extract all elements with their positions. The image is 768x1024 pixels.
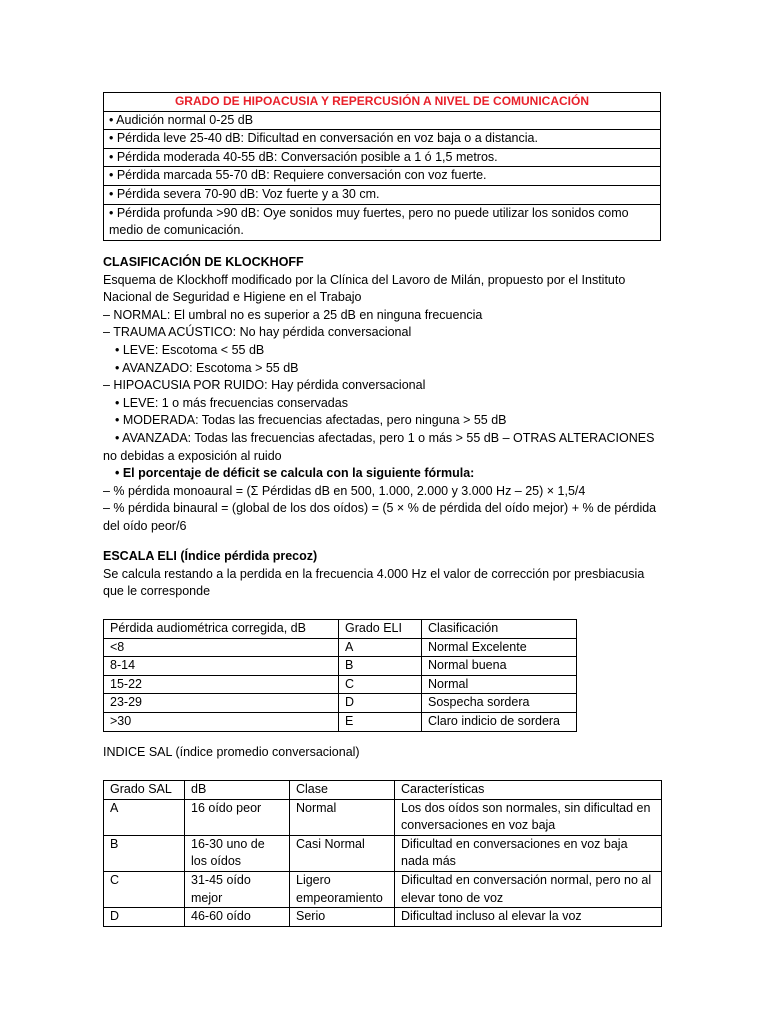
table-row — [104, 835, 662, 871]
table-cell: D — [104, 908, 185, 927]
klockhoff-trauma-avanzado: • AVANZADO: Escotoma > 55 dB — [115, 360, 299, 375]
table-row — [104, 871, 662, 907]
klockhoff-section — [103, 254, 663, 536]
table-cell: 16-30 uno de los oídos — [185, 835, 290, 871]
table-cell: 46-60 oído — [185, 908, 290, 927]
table-cell: Sospecha sordera — [422, 694, 577, 713]
table-header-row — [104, 620, 577, 639]
table-cell: Normal buena — [422, 657, 577, 676]
table-cell: A — [104, 799, 185, 835]
table-cell: 23-29 — [104, 694, 339, 713]
table-header-cell: Grado SAL — [104, 781, 185, 800]
table-cell: B — [339, 657, 422, 676]
klockhoff-trauma-leve: • LEVE: Escotoma < 55 dB — [115, 342, 265, 357]
klockhoff-formula-binaural: – % pérdida binaural = (global de los dos oídos) = (5 × % de pérdida del oído mejor) + % de pérdida del oído peor/6 — [103, 501, 657, 533]
table-cell: 31-45 oído mejor — [185, 871, 290, 907]
sal-table — [103, 780, 662, 927]
table-row — [104, 204, 661, 240]
table-row — [104, 694, 577, 713]
klockhoff-formula-intro: • El porcentaje de déficit se calcula con la siguiente fórmula: — [115, 466, 475, 481]
table-cell: • Pérdida moderada 40-55 dB: Conversación posible a 1 ó 1,5 metros. — [104, 148, 661, 167]
table-cell: • Pérdida marcada 55-70 dB: Requiere conversación con voz fuerte. — [104, 167, 661, 186]
table-cell: <8 — [104, 638, 339, 657]
table-cell: Casi Normal — [290, 835, 395, 871]
table-cell: Normal Excelente — [422, 638, 577, 657]
klockhoff-ruido-leve: • LEVE: 1 o más frecuencias conservadas — [115, 395, 348, 410]
table-row — [104, 167, 661, 186]
table-header-cell: Grado ELI — [339, 620, 422, 639]
table-cell: E — [339, 712, 422, 731]
table-cell: B — [104, 835, 185, 871]
table-row — [104, 799, 662, 835]
table-row — [104, 675, 577, 694]
table-header-cell: dB — [185, 781, 290, 800]
hipoacusia-table — [103, 92, 661, 241]
sal-section — [103, 744, 663, 762]
table-cell: Claro indicio de sordera — [422, 712, 577, 731]
klockhoff-ruido-avanzada: • AVANZADA: Todas las frecuencias afectadas, pero 1 o más > 55 dB – OTRAS ALTERACIONES no debidas a exposición al ruido — [103, 430, 655, 463]
table-row — [104, 148, 661, 167]
klockhoff-intro: Esquema de Klockhoff modificado por la Clínica del Lavoro de Milán, propuesto por el Instituto Nacional de Seguridad e Higiene en el Trabajo — [103, 272, 626, 305]
table-cell: Normal — [422, 675, 577, 694]
klockhoff-ruido-moderada: • MODERADA: Todas las frecuencias afectadas, pero ninguna > 55 dB — [115, 413, 507, 428]
table-header-row — [104, 781, 662, 800]
klockhoff-title: CLASIFICACIÓN DE KLOCKHOFF — [103, 255, 304, 269]
table-row — [104, 638, 577, 657]
eli-description: Se calcula restando a la perdida en la frecuencia 4.000 Hz el valor de corrección por presbiacusia que le corresponde — [103, 566, 645, 599]
table-row — [104, 908, 662, 927]
table-cell: 16 oído peor — [185, 799, 290, 835]
table-cell: • Pérdida severa 70-90 dB: Voz fuerte y a 30 cm. — [104, 185, 661, 204]
table-cell: • Pérdida profunda >90 dB: Oye sonidos muy fuertes, pero no puede utilizar los sonidos como medio de comunicación. — [104, 204, 661, 240]
klockhoff-formula-monoaural: – % pérdida monoaural = (Σ Pérdidas dB en 500, 1.000, 2.000 y 3.000 Hz – 25) × 1,5/4 — [103, 483, 586, 498]
table-row — [104, 185, 661, 204]
table-cell: Dificultad en conversaciones en voz baja nada más — [395, 835, 662, 871]
table-row — [104, 712, 577, 731]
table-cell: >30 — [104, 712, 339, 731]
table-cell: • Audición normal 0-25 dB — [104, 111, 661, 130]
table-cell: • Pérdida leve 25-40 dB: Dificultad en conversación en voz baja o a distancia. — [104, 130, 661, 149]
table-cell: Dificultad en conversación normal, pero no al elevar tono de voz — [395, 871, 662, 907]
table-cell: Serio — [290, 908, 395, 927]
table-header-cell: Clase — [290, 781, 395, 800]
table-cell: A — [339, 638, 422, 657]
klockhoff-trauma: – TRAUMA ACÚSTICO: No hay pérdida conversacional — [103, 325, 412, 340]
table-cell: 8-14 — [104, 657, 339, 676]
table-cell: Los dos oídos son normales, sin dificultad en conversaciones en voz baja — [395, 799, 662, 835]
table-row — [104, 93, 661, 112]
table-row — [104, 130, 661, 149]
hipoacusia-table-header: GRADO DE HIPOACUSIA Y REPERCUSIÓN A NIVEL DE COMUNICACIÓN — [104, 93, 661, 112]
table-header-cell: Pérdida audiométrica corregida, dB — [104, 620, 339, 639]
eli-section — [103, 548, 663, 601]
table-cell: D — [339, 694, 422, 713]
table-cell: 15-22 — [104, 675, 339, 694]
klockhoff-ruido: – HIPOACUSIA POR RUIDO: Hay pérdida conversacional — [103, 378, 426, 393]
table-header-cell: Clasificación — [422, 620, 577, 639]
table-cell: Ligero empeoramiento — [290, 871, 395, 907]
table-cell: Normal — [290, 799, 395, 835]
table-row — [104, 657, 577, 676]
table-cell: C — [339, 675, 422, 694]
sal-title: INDICE SAL (índice promedio conversacional) — [103, 745, 360, 759]
table-cell: C — [104, 871, 185, 907]
table-row — [104, 111, 661, 130]
klockhoff-normal: – NORMAL: El umbral no es superior a 25 dB en ninguna frecuencia — [103, 307, 483, 322]
eli-title: ESCALA ELI (Índice pérdida precoz) — [103, 549, 318, 563]
table-header-cell: Características — [395, 781, 662, 800]
eli-table — [103, 619, 577, 732]
table-cell: Dificultad incluso al elevar la voz — [395, 908, 662, 927]
